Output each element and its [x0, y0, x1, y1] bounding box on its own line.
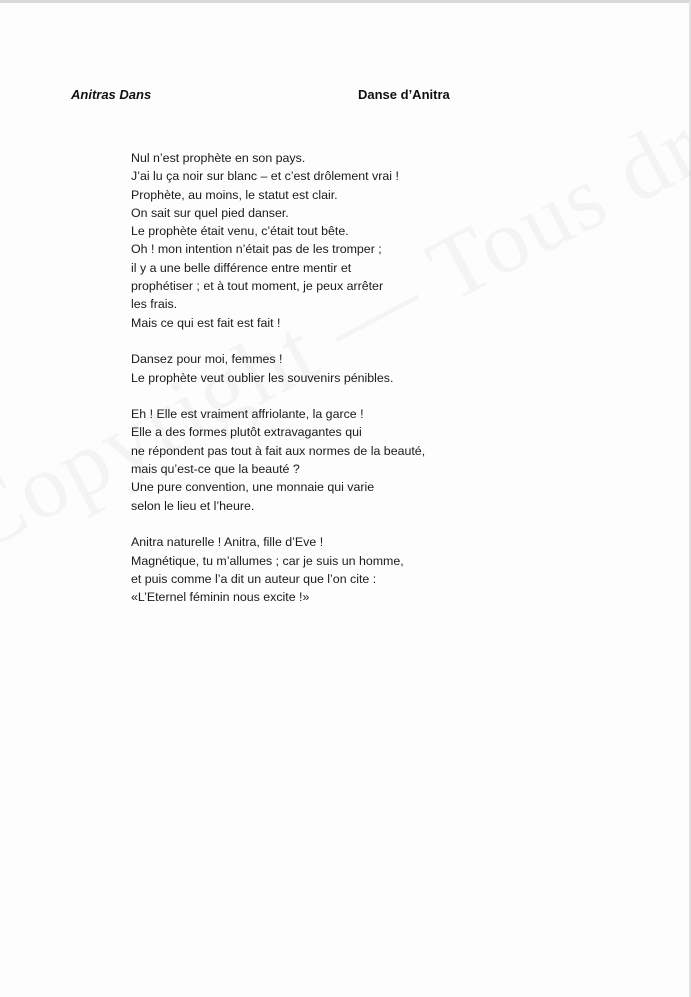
stanza-4 [131, 533, 511, 606]
poem-line: mais qu’est-ce que la beauté ? [131, 462, 300, 477]
poem-line: selon le lieu et l’heure. [131, 498, 255, 513]
poem-line: Une pure convention, une monnaie qui varie [131, 480, 375, 495]
poem-line: Anitra naturelle ! Anitra, fille d’Eve ! [131, 535, 324, 550]
poem-line: et puis comme l’a dit un auteur que l’on cite : [131, 571, 377, 586]
stanza-1 [131, 149, 511, 332]
poem-body [131, 149, 511, 625]
poem-line: il y a une belle différence entre mentir et [131, 260, 352, 275]
header-left-title: Anitras Dans [71, 87, 152, 102]
poem-line: prophétiser ; et à tout moment, je peux arrêter [131, 279, 384, 294]
stanza-3 [131, 405, 511, 515]
poem-line: Eh ! Elle est vraiment affriolante, la garce ! [131, 407, 364, 422]
header-right-title: Danse d’Anitra [358, 87, 450, 102]
poem-line: les frais. [131, 297, 178, 312]
poem-line: Dansez pour moi, femmes ! [131, 352, 283, 367]
poem-line: Le prophète était venu, c’était tout bête. [131, 224, 349, 239]
poem-line: Mais ce qui est fait est fait ! [131, 315, 281, 330]
scan-edge-top [0, 0, 691, 3]
poem-line: J’ai lu ça noir sur blanc – et c’est drôlement vrai ! [131, 169, 399, 184]
poem-line: Magnétique, tu m’allumes ; car je suis un homme, [131, 553, 404, 568]
stanza-2 [131, 350, 511, 387]
poem-line: On sait sur quel pied danser. [131, 205, 289, 220]
poem-line: «L’Eternel féminin nous excite !» [131, 590, 310, 605]
poem-line: ne répondent pas tout à fait aux normes de la beauté, [131, 443, 426, 458]
poem-line: Elle a des formes plutôt extravagantes qui [131, 425, 362, 440]
poem-line: Oh ! mon intention n’était pas de les tromper ; [131, 242, 382, 257]
poem-line: Prophète, au moins, le statut est clair. [131, 187, 338, 202]
poem-line: Nul n’est prophète en son pays. [131, 151, 306, 165]
poem-line: Le prophète veut oublier les souvenirs pénibles. [131, 370, 394, 385]
